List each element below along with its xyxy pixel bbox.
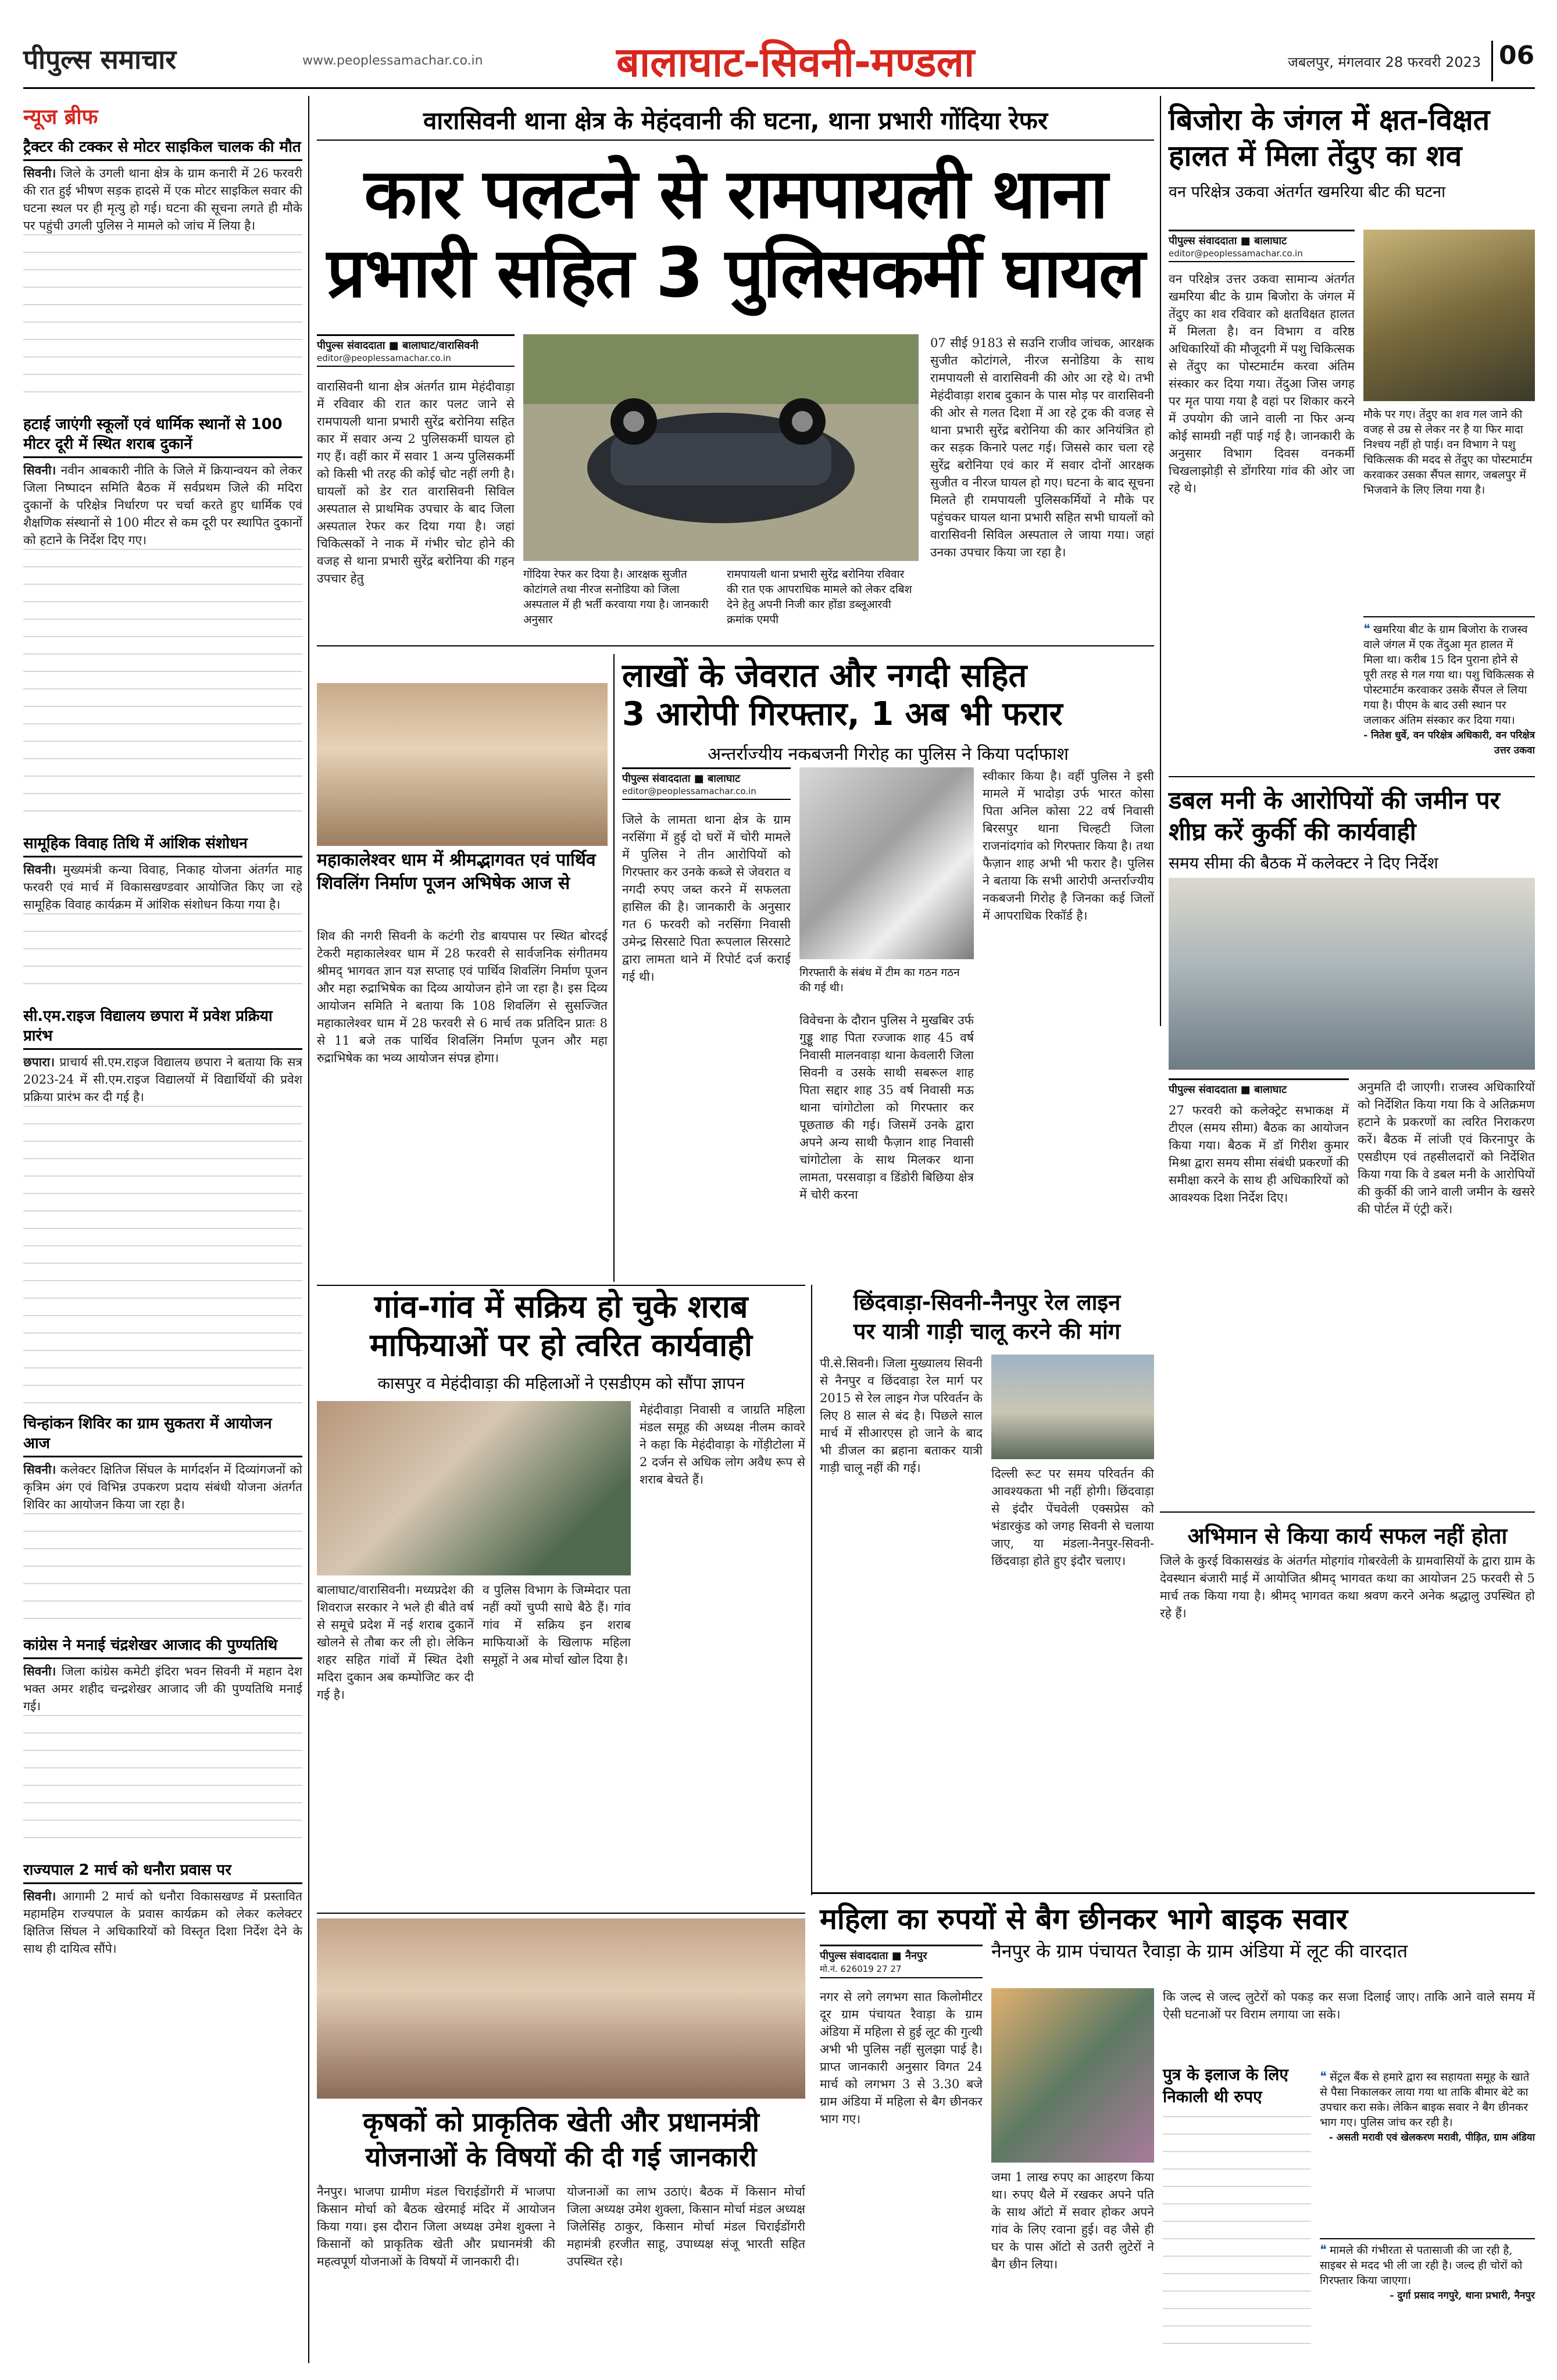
section-rule xyxy=(1169,776,1535,777)
car-photo-caption-a: गोंदिया रेफर कर दिया है। आरक्षक सुजीत कोटांगले तथा नीरज सनोडिया को जिला अस्पताल में ही भर्ती करवाया गया है। जानकारी अनुसार xyxy=(523,568,709,626)
brief-title: चिन्हांकन शिविर का ग्राम सुकतरा में आयोजन आज xyxy=(23,1414,302,1457)
brief-title: ट्रैक्टर की टक्कर से मोटर साइकिल चालक की मौत xyxy=(23,137,302,161)
mahila-column-3: कि जल्द से जल्द लुटेरों को पकड़ कर सजा दिलाई जाए। ताकि आने वाले समय में ऐसी घटनाओं पर विराम लगाया जा सके। xyxy=(1163,1990,1535,2021)
logo: पीपुल्स समाचार xyxy=(23,44,177,75)
sharab-subhead: कासपुर व मेहंदीवाड़ा की महिलाओं ने एसडीएम को सौंपा ज्ञापन xyxy=(377,1374,745,1393)
mahakaleshwar-temple-photo xyxy=(317,683,608,846)
tendua-quote-box xyxy=(1363,616,1535,758)
mahila-note-1 xyxy=(1320,2070,1535,2145)
news-brief-column xyxy=(23,102,302,2363)
tendua-photo-caption: मौके पर गए। तेंदुए का शव गल जाने की वजह से उम्र से लेकर नर है या फिर मादा निश्चय नहीं हो पाई। वन विभाग ने पशु चिकित्सक की मदद से तेंदुए का पोस्टमार्टम करवाकर उसका सैंपल सागर, जबलपुर में भिजवाने के लिए लिया गया है। xyxy=(1363,408,1533,496)
sharab-headline-line1: गांव-गांव में सक्रिय हो चुके शराब xyxy=(374,1288,748,1325)
brief-text: आगामी 2 मार्च को धनौरा विकासखण्ड में प्रस्तावित महामहिम राज्यपाल के प्रवास कार्यक्रम को लेकर कलेक्टर क्षितिज सिंघल ने अधिकारियों को विस्तृत दिशा निर्देश देने के साथ ही दायित्व सौंपे। xyxy=(23,1889,302,1956)
tendua-byline: पीपुल्स संवाददाता ■ बालाघाट xyxy=(1169,230,1355,248)
mahila-column-2: जमा 1 लाख रुपए का आहरण किया था। रुपए थैले में रखकर अपने पति के साथ ऑटो में सवार होकर अपने गांव के लिए रवाना हुई। वह जैसे ही घर के पास ऑटो से उतरी लुटेरों ने बैग छीन लिया। xyxy=(991,2170,1154,2271)
mahila-continued xyxy=(1163,2116,1311,2363)
rail-headline-line2: पर यात्री गाड़ी चालू करने की मांग xyxy=(853,1318,1121,1344)
brief-title: सामूहिक विवाह तिथि में आंशिक संशोधन xyxy=(23,834,302,857)
mahila-note-1-by: - असती मरावी एवं खेलकरण मरावी, पीड़ित, ग्राम अंडिया xyxy=(1329,2132,1535,2143)
column-divider xyxy=(811,1285,812,1895)
brief-lead: सिवनी। xyxy=(23,463,56,477)
masthead xyxy=(0,0,1557,87)
section-rule xyxy=(317,645,1154,646)
brief-text: जिला कांग्रेस कमेटी इंदिरा भवन सिवनी में महान देश भक्त अमर शहीद चन्द्रशेखर आजाद जी की पुण्यतिथि मनाई गई। xyxy=(23,1664,302,1713)
jewellery-headline xyxy=(622,657,1154,734)
krishak-column-1: नैनपुर। भाजपा ग्रामीण मंडल चिराईडोंगरी में भाजपा किसान मोर्चा को बैठक खेरमाई मंदिर में आयोजन किया गया। इस दौरान जिला अध्यक्ष उमेश शुक्ला ने किसानों को प्राकृतिक खेती और प्रधानमंत्री की महत्वपूर्ण योजनाओं के विषयों में जानकारी दी। xyxy=(317,2185,555,2268)
section-rule xyxy=(317,1913,805,1914)
kicker-rule xyxy=(317,140,1154,141)
brief-text: नवीन आबकारी नीति के जिले में क्रियान्वयन को लेकर जिला निष्पादन समिति बैठक में सर्वप्रथम जिले की मदिरा दुकानों के परिक्षेत्र निर्धारण पर चर्चा करते हुए धार्मिक एवं शैक्षणिक संस्थानों से 100 मीटर से कम दूरी पर स्थापित दुकानों को हटाने के निर्देश दिए गए। xyxy=(23,463,302,547)
double-money-subhead: समय सीमा की बैठक में कलेक्टर ने दिए निर्देश xyxy=(1169,853,1438,873)
jewellery-column-2: विवेचना के दौरान पुलिस ने मुखबिर उर्फ गुड्डू शाह पिता रज्जाक शाह 45 वर्ष निवासी मालनवाड़ा थाना केवलारी जिला सिवनी व उसके साथी सबरूल शाह पिता सद्दार शाह 35 वर्ष निवासी मऊ थाना चांगोटोला को गिरफ्तार कर पूछताछ की गई। जिसमें उनके द्वारा अपने अन्य साथी फैज़ान शाह निवासी चांगोटोला के साथ मिलकर थाना लामता, परसवाड़ा व डिंडोरी बिछिया क्षेत्र में चोरी करना xyxy=(799,1013,974,1202)
lead-headline xyxy=(317,154,1154,312)
tendua-text: वन परिक्षेत्र उत्तर उकवा सामान्य अंतर्गत खमरिया बीट के ग्राम बिजोरा के जंगल में तेंदुए का शव रविवार को क्षतविक्षत हालत में मिलता है। वन विभाग व वरिष्ठ अधिकारियों की मौजूदगी में पशु चिकित्सक से तेंदुए का पोस्टमार्टम करवा अंतिम संस्कार कर दिया गया। तेंदुआ जिस जगह पर मृत पाया गया है वहां पर शिकार करने में उपयोग की जाने वाली ना फिर अन्य कोई सामग्री नहीं पाई गई है। जानकारी के अनुसार विभाग दिवस वनकर्मी चिखलाझोड़ी से डोंगरिया गांव की ओर जा रहे थे। xyxy=(1169,272,1355,495)
lead-headline-line2: प्रभारी सहित 3 पुलिसकर्मी घायल xyxy=(326,233,1144,313)
column-divider xyxy=(308,96,309,2363)
car-accident-photo xyxy=(523,334,919,561)
rail-headline-line1: छिंदवाड़ा-सिवनी-नैनपुर रेल लाइन xyxy=(853,1289,1121,1315)
sharab-column-3: मेहंदीवाड़ा निवासी व जाग्रति महिला मंडल समूह की अध्यक्ष नीलम कावरे ने कहा कि मेहंदीवाड़ा के गोंड़ीटोला में 2 दर्जन से अधिक लोग अवैध रूप से शराब बेचते हैं। xyxy=(640,1403,805,1486)
jewellery-photo-caption: गिरफ्तारी के संबंध में टीम का गठन गठन की गई थी। xyxy=(799,966,960,994)
brief-text: प्राचार्य सी.एम.राइज विद्यालय छपारा ने बताया कि सत्र 2023-24 में सी.एम.राइज विद्यालयों में विद्यार्थियों की प्रवेश प्रक्रिया प्रारंभ कर दी गई है। xyxy=(23,1055,302,1104)
column-divider xyxy=(1160,96,1161,1026)
brief-title: राज्यपाल 2 मार्च को धनौरा प्रवास पर xyxy=(23,1860,302,1884)
brief-lead: सिवनी। xyxy=(23,166,56,180)
rail-headline xyxy=(820,1288,1154,1346)
double-money-headline: डबल मनी के आरोपियों की जमीन पर शीघ्र करें कुर्की की कार्यवाही xyxy=(1169,786,1500,846)
page-date: जबलपुर, मंगलवार 28 फरवरी 2023 xyxy=(1288,54,1481,70)
lead-headline-line1: कार पलटने से रामपायली थाना xyxy=(364,153,1107,234)
mahila-note-2 xyxy=(1320,2238,1535,2303)
quote-icon: ❝ xyxy=(1320,2070,1327,2084)
lead-email[interactable]: editor@peoplessamachar.co.in xyxy=(317,353,515,367)
brief-item xyxy=(23,834,302,1000)
brief-title: सी.एम.राइज विद्यालय छपारा में प्रवेश प्रक्रिया प्रारंभ xyxy=(23,1006,302,1050)
double-money-byline: पीपुल्स संवाददाता ■ बालाघाट xyxy=(1169,1078,1349,1096)
mahakaleshwar-text: शिव की नगरी सिवनी के कटंगी रोड बायपास पर स्थित बोरदई टेकरी महाकालेश्वर धाम में 28 फरवरी से सार्वजनिक संगीतमय श्रीमद् भागवत ज्ञान यज्ञ सप्ताह एवं पार्थिव शिवलिंग निर्माण पूजन और महा रुद्राभिषेक का दिव्य आयोजन होने जा रहा है। इस दिव्य आयोजन समिति ने बताया कि 108 शिवलिंग से सुसज्जित महाकालेश्वर धाम में 28 फरवरी से 6 मार्च तक प्रतिदिन प्रातः 8 से 11 बजे तक पार्थिव शिवलिंग निर्माण पूजन और महा रुद्राभिषेक का भव्य आयोजन संपन्न होगा। xyxy=(317,929,608,1065)
brief-lead: सिवनी। xyxy=(23,1462,56,1477)
masthead-rule xyxy=(23,87,1535,89)
lead-byline: पीपुल्स संवाददाता ■ बालाघाट/वारासिवनी xyxy=(317,334,515,352)
jewellery-email[interactable]: editor@peoplessamachar.co.in xyxy=(622,786,791,800)
sharab-headline xyxy=(317,1288,805,1364)
site-url[interactable]: www.peoplessamachar.co.in xyxy=(302,53,483,68)
mahila-mobile: मो.नं. 626019 27 27 xyxy=(820,1963,983,1978)
mahila-note-1-text: सेंट्रल बैंक से हमारे द्वारा स्व सहायता समूह के खाते से पैसा निकालकर लाया गया था ताकि बीमार बेटे का उपचार करा सके। लेकिन बाइक सवार ने बैग छीनकर भाग गए। पुलिस जांच कर रही है। xyxy=(1320,2071,1530,2129)
brief-text: कलेक्टर क्षितिज सिंघल के मार्गदर्शन में दिव्यांगजनों को कृत्रिम अंग एवं विभिन्न उपकरण प्रदाय संबंधी योजना अंतर्गत शिविर का आयोजन किया जा रहा है। xyxy=(23,1463,302,1511)
sharab-column-2: व पुलिस विभाग के जिम्मेदार पता नहीं क्यों चुप्पी साधे बैठे हैं। गांव गांव में सक्रिय इन शराब माफियाओं के खिलाफ महिला समूहों ने अब मोर्चा खोल दिया है। xyxy=(483,1583,631,1667)
mahila-headline: महिला का रुपयों से बैग छीनकर भागे बाइक सवार xyxy=(820,1902,1348,1936)
brief-lead: सिवनी। xyxy=(23,862,56,877)
brief-item xyxy=(23,1414,302,1629)
tendua-quote-by: - नितेश धुर्वे, वन परिक्षेत्र अधिकारी, वन परिक्षेत्र उत्तर उकवा xyxy=(1363,730,1535,756)
tendua-subhead: वन परिक्षेत्र उकवा अंतर्गत खमरिया बीट की घटना xyxy=(1169,183,1446,201)
lead-column-2: 07 सीई 9183 से सउनि राजीव जांचक, आरक्षक सुजीत कोटांगले, नीरज सनोडिया के साथ रामपायली से वारासिवनी की ओर आ रहे थे। तभी मेहंदीवाड़ा शराब दुकान के पास मोड़ पर वारासिवनी की ओर से गलत दिशा में आ रहे ट्रक की वजह से थाना प्रभारी सुरेंद्र बरोनिया की कार अनियंत्रित हो कर सड़क किनारे पलट गई। जिससे कार चला रहे सुरेंद्र बरोनिया एवं कार में सवार दोनों आरक्षक सुजीत व नीरज घायल हो गए। घटना के बाद सूचना मिलते ही रामपायली पुलिसकर्मियों ने मौके पर पहुंचकर घायल थाना प्रभारी सहित सभी घायलों को वारासिवनी सिविल अस्पताल ले जाया गया। जहां उनका उपचार किया जा रहा है। xyxy=(930,336,1154,559)
column-divider xyxy=(613,654,615,1282)
meeting-photo xyxy=(1169,878,1535,1070)
brief-item xyxy=(23,137,302,409)
section-rule xyxy=(1160,1511,1535,1513)
victim-photo xyxy=(991,1988,1154,2163)
lead-kicker: वारासिवनी थाना क्षेत्र के मेहंदवानी की घटना, थाना प्रभारी गोंदिया रेफर xyxy=(423,106,1048,135)
brief-header: न्यूज ब्रीफ xyxy=(23,105,98,129)
rail-column-1: पी.से.सिवनी। जिला मुख्यालय सिवनी से नैनपुर व छिंदवाड़ा रेल मार्ग पर 2015 से रेल लाइन गेज परिवर्तन के लिए 8 साल से बंद है। पिछले साल मार्च में सीआरएस हो जाने के बाद भी डीजल का ब्रहाना बताकर यात्री गाड़ी चालू नहीं की गई। xyxy=(820,1356,983,1475)
double-money-column-2: अनुमति दी जाएगी। राजस्व अधिकारियों को निर्देशित किया गया कि वे अतिक्रमण हटाने के प्रकरणों का त्वरित निराकरण करें। बैठक में लांजी एवं किरनापुर के एसडीएम एवं तहसीलदारों को निर्देशित किया गया कि वे डबल मनी के आरोपियों की कुर्की की जाने वाली जमीन के खसरे की पोर्टल में एंट्री करें। xyxy=(1358,1080,1535,1216)
section-title: बालाघाट-सिवनी-मण्डला xyxy=(616,38,975,86)
brief-item xyxy=(23,1860,302,1957)
brief-item xyxy=(23,1635,302,1854)
leopard-carcass-photo xyxy=(1363,230,1535,401)
krishak-headline-line1: कृषकों को प्राकृतिक खेती और प्रधानमंत्री xyxy=(363,2106,759,2138)
mahila-note-2-by: - दुर्गा प्रसाद नगपुरे, थाना प्रभारी, नैनपुर xyxy=(1390,2290,1535,2302)
car-photo-caption-b: रामपायली थाना प्रभारी सुरेंद्र बरोनिया रविवार की रात एक आपराधिक मामले को लेकर दबिश देने हेतु अपनी निजी कार होंडा डब्लूआरवी क्रमांक एमपी xyxy=(727,568,912,626)
quote-icon: ❝ xyxy=(1363,622,1370,637)
rail-column-2: दिल्ली रूट पर समय परिवर्तन की आवश्यकता भी नहीं होगी। छिंदवाड़ा से इंदौर पेंचवेली एक्सप्रेस को भंडारकुंड को जगह सिवनी से चलाया जाए, या मंडला-नैनपुर-सिवनी-छिंदवाड़ा होते हुए इंदौर चलाए। xyxy=(991,1467,1154,1568)
jewellery-column-3: स्वीकार किया है। वहीं पुलिस ने इसी मामले में भादोड़ा उर्फ भारत कोसा पिता अनिल कोसा 22 वर्ष निवासी बिरसपुर थाना चिल्हटी जिला राजनांदगांव को गिरफ्तार किया है। तथा फैज़ान शाह अभी भी फरार है। पुलिस ने बताया कि सभी आरोपी अन्तर्राज्यीय नकबजनी गिरोह है जिनका कई जिलों में आपराधिक रिकॉर्ड है। xyxy=(983,769,1154,923)
abhiman-text: जिले के कुरई विकासखंड के अंतर्गत मोहगांव गोबरवेली के ग्रामवासियों के द्वारा ग्राम के देवस्थान बंजारी माई में आयोजित श्रीमद् भागवत कथा का आयोजन 25 फरवरी से 5 मार्च तक किया गया है। श्रीमद् भागवत कथा श्रवण करने अनेक श्रद्धालु उपस्थित हो रहे हैं। xyxy=(1160,1554,1535,1620)
krishak-headline xyxy=(317,2104,805,2174)
mahila-byline: पीपुल्स संवाददाता ■ नैनपुर xyxy=(820,1945,983,1963)
tendua-headline: बिजोरा के जंगल में क्षत-विक्षत हालत में मिला तेंदुए का शव xyxy=(1169,103,1490,173)
double-money-column-1: 27 फरवरी को कलेक्ट्रेट सभाकक्ष में टीएल (समय सीमा) बैठक का आयोजन किया गया। बैठक में डॉ गिरीश कुमार मिश्रा द्वारा समय सीमा संबंधी प्रकरणों की समीक्षा करने के साथ ही अधिकारियों को आवश्यक दिशा निर्देश दिए। xyxy=(1169,1103,1349,1205)
seized-jewellery-photo xyxy=(799,767,974,959)
brief-title: कांग्रेस ने मनाई चंद्रशेखर आजाद की पुण्यतिथि xyxy=(23,1635,302,1659)
brief-text: मुख्यमंत्री कन्या विवाह, निकाह योजना अंतर्गत माह फरवरी एवं मार्च में विकासखण्डवार आयोजित किए जा रहे सामूहिक विवाह कार्यक्रम में आंशिक संशोधन किया गया है। xyxy=(23,863,302,912)
mahakaleshwar-headline: महाकालेश्वर धाम में श्रीमद्भागवत एवं पार्थिव शिवलिंग निर्माण पूजन अभिषेक आज से xyxy=(317,850,596,894)
lead-column-1: वारासिवनी थाना क्षेत्र अंतर्गत ग्राम मेहंदीवाड़ा में रविवार की रात कार पलट जाने से रामपायली थाना प्रभारी सुरेंद्र बरोनिया सहित कार में सवार अन्य 2 पुलिसकर्मी घायल हो गए हैं। वहीं कार में सवार 1 अन्य पुलिसकर्मी को किसी भी तरह की कोई चोट नहीं लगी है। घायलों को डेर रात वारासिवनी सिविल अस्पताल से प्राथमिक उपचार के बाद जिला अस्पताल रेफर कर दिया गया है। जहां चिकित्सकों ने नाक में गंभीर चोट होने की वजह से थाना प्रभारी सुरेंद्र बरोनिया की गहन उपचार हेतु xyxy=(317,380,515,585)
memorandum-photo xyxy=(317,1401,631,1575)
brief-lead: छपारा। xyxy=(23,1055,55,1069)
section-rule xyxy=(317,1285,805,1286)
sharab-column-1: बालाघाट/वारासिवनी। मध्यप्रदेश की शिवराज सरकार ने भले ही बीते वर्ष से समूचे प्रदेश में नई शराब दुकानें खोलने से तौबा कर ली हो। लेकिन शहर सहित गांवों में स्थित देशी मदिरा दुकान अब कम्पोजिट कर दी गई है। xyxy=(317,1583,474,1702)
tendua-email[interactable]: editor@peoplessamachar.co.in xyxy=(1169,248,1355,262)
farmers-meeting-photo xyxy=(317,1918,805,2099)
section-rule xyxy=(811,1892,1535,1894)
brief-lead: सिवनी। xyxy=(23,1664,56,1678)
brief-item xyxy=(23,1006,302,1408)
railway-station-photo xyxy=(991,1355,1154,1459)
krishak-column-2: योजनाओं का लाभ उठाएं। बैठक में किसान मोर्चा जिला अध्यक्ष उमेश शुक्ला, किसान मोर्चा मंडल अध्यक्ष जिलेसिंह ठाकुर, किसान मोर्चा मंडल चिराईडोंगरी महामंत्री हरजीत साहू, उपाध्यक्ष संजू भारती सहित उपस्थित रहे। xyxy=(567,2185,805,2268)
jewellery-headline-line1: लाखों के जेवरात और नगदी सहित xyxy=(622,657,1027,695)
mahila-subhead-2: पुत्र के इलाज के लिए निकाली थी रुपए xyxy=(1163,2065,1288,2106)
mahila-note-2-text: मामले की गंभीरता से पतासाजी की जा रही है, साइबर से मदद भी ली जा रही है। जल्द ही चोरों को गिरफ्तार किया जाएगा। xyxy=(1320,2244,1523,2287)
mahila-subhead: नैनपुर के ग्राम पंचायत रैवाड़ा के ग्राम अंडिया में लूट की वारदात xyxy=(991,1940,1408,1962)
brief-title: हटाई जाएंगी स्कूलों एवं धार्मिक स्थानों से 100 मीटर दूरी में स्थित शराब दुकानें xyxy=(23,414,302,458)
quote-icon: ❝ xyxy=(1320,2243,1327,2257)
tendua-quote: खमरिया बीट के ग्राम बिजोरा के राजस्व वाले जंगल में एक तेंदुआ मृत हालत में मिला था। करीब 15 दिन पुराना होने से पूरी तरह से गल गया था। पशु चिकित्सक से पोस्टमार्टम करवाकर उसके सैंपल ले लिया गया है। पीएम के बाद उसी स्थान पर जलाकर अंतिम संस्कार कर दिया गया। xyxy=(1363,623,1534,727)
jewellery-column-1: जिले के लामता थाना क्षेत्र के ग्राम नरसिंगा में हुई दो घरों में चोरी मामले में पुलिस ने तीन आरोपियों को गिरफ्तार कर उनके कब्जे से जेवरात व नगदी रुपए जब्त करने में सफलता हासिल की है। जानकारी के अनुसार गत 6 फरवरी को नरसिंगा निवासी उमेन्द्र सिरसाटे पिता रूपलाल सिरसाटे द्वारा लामता थाने में रिपोर्ट दर्ज कराई गई थी। xyxy=(622,813,791,984)
jewellery-headline-line2: 3 आरोपी गिरफ्तार, 1 अब भी फरार xyxy=(622,695,1063,733)
abhiman-headline: अभिमान से किया कार्य सफल नहीं होता xyxy=(1187,1523,1508,1549)
krishak-headline-line2: योजनाओं के विषयों की दी गई जानकारी xyxy=(365,2141,757,2172)
jewellery-byline: पीपुल्स संवाददाता ■ बालाघाट xyxy=(622,767,791,785)
brief-text: जिले के उगली थाना क्षेत्र के ग्राम कनारी में 26 फरवरी की रात हुई भीषण सड़क हादसे में एक मोटर साइकिल सवार की घटना स्थल पर ही मृत्यु हो गई। घटना की सूचना लगते ही मौके पर पहुंची उगली पुलिस ने मामले को जांच में लिया है। xyxy=(23,166,302,233)
sharab-headline-line2: माफियाओं पर हो त्वरित कार्यवाही xyxy=(370,1327,752,1363)
mahila-column-1: नगर से लगे लगभग सात किलोमीटर दूर ग्राम पंचायत रैवाड़ा के ग्राम अंडिया में महिला से हुई लूट की गुत्थी अभी भी पुलिस नहीं सुलझा पाई है। प्राप्त जानकारी अनुसार विगत 24 मार्च को लगभग 3 से 3.30 बजे ग्राम अंडिया में महिला से बैग छीनकर भाग गए। xyxy=(820,1990,983,2126)
brief-lead: सिवनी। xyxy=(23,1889,56,1903)
jewellery-subhead: अन्तर्राज्यीय नकबजनी गिरोह का पुलिस ने किया पर्दाफाश xyxy=(708,744,1069,764)
brief-item xyxy=(23,414,302,828)
page-number: 06 xyxy=(1491,41,1532,81)
